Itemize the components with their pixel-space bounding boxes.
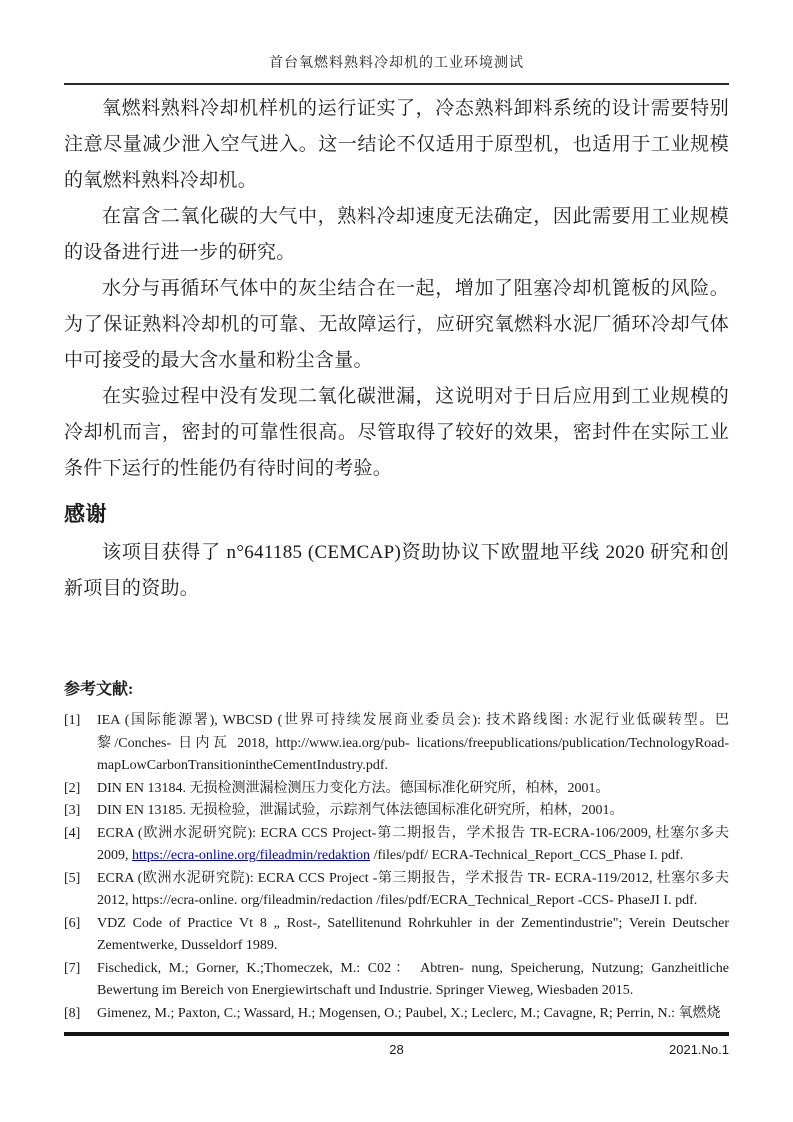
body-paragraph: 氧燃料熟料冷却机样机的运行证实了，冷态熟料卸料系统的设计需要特别注意尽量减少泄入空气进入。这一结论不仅适用于原型机，也适用于工业规模的氧燃料熟料冷却机。 [64, 98, 729, 191]
reference-label: [7] [64, 960, 81, 976]
issue-label: 2021.No.1 [669, 1042, 729, 1057]
page-header [64, 0, 729, 85]
reference-item [64, 868, 729, 913]
reference-text: ECRA (欧洲水泥研究院): ECRA CCS Project -第三期报告，学术报告 TR- ECRA-119/2012, 杜塞尔多夫 2012, https://ecra-online. org/fileadmin/redaction /files/pdf/ECRA_Technical_Report -CCS- PhaseJI I. pdf. [97, 870, 729, 908]
reference-label: [5] [64, 870, 81, 886]
content-column [64, 0, 729, 1057]
running-header-title: 首台氧燃料熟料冷却机的工业环境测试 [269, 56, 524, 71]
references-heading: 参考文献: [64, 681, 134, 698]
reference-label: [3] [64, 803, 81, 818]
page-number: 28 [389, 1042, 404, 1057]
footer-row [64, 1042, 729, 1057]
reference-text: IEA (国际能源署), WBCSD (世界可持续发展商业委员会): 技术路线图: 水泥行业低碳转型。巴黎/Conches- 日内瓦 2018, http://www.iea.org/pub- lications/freepublications/publication/TechnologyRoad-mapLowCarbonTransitionintheCementIndustry.pdf. [97, 713, 729, 773]
reference-text: Fischedick, M.; Gorner, K.;Thomeczek, M.: C02： Abtren- nung, Speicherung, Nutzung; Ganzheitliche Bewertung im Bereich von Energiewirtschaft und Industrie. Springer Vieweg, Wiesbaden 2015. [97, 960, 729, 998]
reference-item [64, 913, 729, 958]
reference-label: [2] [64, 780, 81, 796]
page-main [64, 91, 729, 1025]
reference-item [64, 958, 729, 1003]
reference-hyperlink[interactable]: https://ecra-online.org/fileadmin/redaktion [132, 848, 371, 863]
acknowledgements-text: 该项目获得了 n°641185 (CEMCAP)资助协议下欧盟地平线 2020 研究和创新项目的资助。 [64, 542, 729, 599]
page-footer [64, 1032, 729, 1057]
reference-label: [6] [64, 915, 81, 931]
reference-item [64, 823, 729, 868]
reference-item [64, 778, 729, 801]
body-paragraph: 水分与再循环气体中的灰尘结合在一起，增加了阻塞冷却机篦板的风险。为了保证熟料冷却机的可靠、无故障运行，应研究氧燃料水泥厂循环冷却气体中可接受的最大含水量和粉尘含量。 [64, 278, 729, 371]
reference-label: [4] [64, 825, 81, 841]
reference-text: DIN EN 13185. 无损检验，泄漏试验，示踪剂气体法德国标准化研究所，柏林，2001。 [97, 803, 624, 818]
reference-label: [1] [64, 713, 81, 728]
reference-item [64, 800, 729, 823]
header-rule [64, 83, 729, 85]
footer-rule [64, 1032, 729, 1036]
reference-item [64, 1003, 729, 1026]
reference-label: [8] [64, 1005, 81, 1021]
body-paragraph: 在实验过程中没有发现二氧化碳泄漏，这说明对于日后应用到工业规模的冷却机而言，密封的可靠性很高。尽管取得了较好的效果，密封件在实际工业条件下运行的性能仍有待时间的考验。 [64, 386, 729, 479]
reference-text: VDZ Code of Practice Vt 8 „ Rost-, Satellitenund Rohrkuhler in der Zementindustrie"; Verein Deutscher Zementwerke, Dusseldorf 1989. [97, 915, 729, 953]
body-paragraph: 在富含二氧化碳的大气中，熟料冷却速度无法确定，因此需要用工业规模的设备进行进一步的研究。 [64, 206, 729, 263]
reference-item [64, 710, 729, 778]
body-paragraphs [64, 91, 729, 487]
reference-text: ECRA (欧洲水泥研究院): ECRA CCS Project-第二期报告，学术报告 TR-ECRA-106/2009, 杜塞尔多夫 2009, https://ecra-online.org/fileadmin/redaktion /files/pdf/ ECRA-Technical_Report_CCS_Phase I. pdf. [97, 825, 729, 863]
reference-text: Gimenez, M.; Paxton, C.; Wassard, H.; Mogensen, O.; Paubel, X.; Leclerc, M.; Cavagne, R; Perrin, N.: 氧燃烧 [97, 1005, 721, 1021]
reference-list [64, 710, 729, 1025]
reference-text: DIN EN 13184. 无损检测泄漏检测压力变化方法。德国标准化研究所，柏林，2001。 [97, 780, 610, 796]
acknowledgements-heading: 感谢 [64, 502, 107, 526]
